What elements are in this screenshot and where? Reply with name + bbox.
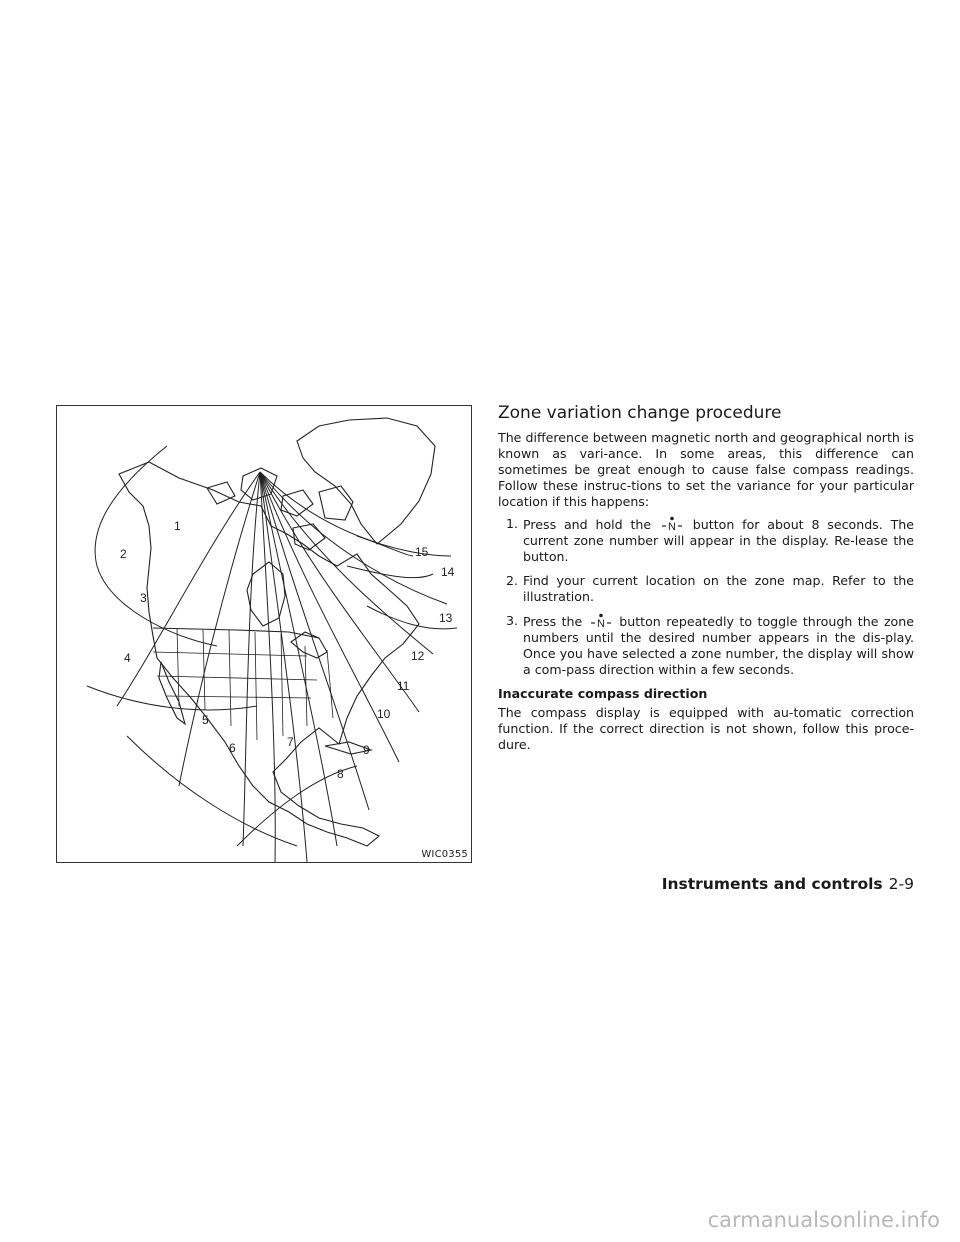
svg-text:N: N — [667, 521, 676, 532]
instructions-column — [498, 402, 914, 753]
zone-label-15: 15 — [415, 545, 429, 559]
zone-label-14: 14 — [441, 565, 455, 579]
zone-label-6: 6 — [229, 741, 236, 755]
zone-label-3: 3 — [140, 591, 147, 605]
page-number: 2-9 — [888, 875, 914, 893]
step-text-before: Press and hold the — [523, 517, 652, 532]
zone-label-10: 10 — [377, 707, 391, 721]
zone-label-8: 8 — [337, 767, 344, 781]
zone-label-7: 7 — [287, 735, 294, 749]
arctic-island-outline — [207, 482, 235, 504]
section-title: Zone variation change procedure — [498, 403, 782, 423]
step-item — [498, 516, 914, 565]
zone-label-5: 5 — [202, 713, 209, 727]
zone-label-12: 12 — [411, 649, 425, 663]
subtext-paragraph: The compass display is equipped with au-tomatic correction function. If the correct direction is not shown, follow this proce-dure. — [498, 705, 914, 752]
zone-label-13: 13 — [439, 611, 453, 625]
compass-n-icon — [661, 516, 683, 532]
step-text-after: button for about 8 seconds. The current zone number will appear in the display. Re-lease the button. — [523, 517, 914, 564]
compass-n-icon — [590, 613, 612, 629]
svg-text:N: N — [596, 618, 605, 629]
zone-map-figure — [56, 405, 472, 863]
step-text-before: Find your current location on the zone map. Refer to the illustration. — [523, 573, 914, 604]
step-text-before: Press the — [523, 614, 583, 629]
zone-map-illustration — [57, 406, 473, 864]
step-item — [498, 573, 914, 605]
footer-section-name: Instruments and controls — [661, 875, 883, 893]
figure-code: WIC0355 — [421, 849, 468, 860]
greenland-outline — [297, 418, 435, 544]
north-america-outline — [119, 462, 419, 846]
zone-label-9: 9 — [363, 743, 370, 757]
step-item — [498, 613, 914, 678]
arctic-island-outline — [319, 486, 353, 520]
zone-lines — [117, 472, 451, 862]
step-number: 2. — [506, 573, 519, 588]
page-footer — [662, 875, 914, 893]
step-number: 3. — [506, 613, 519, 628]
zone-label-11: 11 — [397, 679, 410, 693]
subheading: Inaccurate compass direction — [498, 686, 708, 701]
watermark: carmanualsonline.info — [707, 1208, 940, 1232]
step-text-after: button repeatedly to toggle through the zone numbers until the desired number appears in the dis-play. Once you have selected a zone number, the display will show a com-pass direction within a few seconds. — [523, 614, 914, 677]
zone-label-1: 1 — [174, 519, 181, 533]
state-lines — [153, 628, 333, 740]
step-number: 1. — [506, 516, 519, 531]
steps-list — [498, 516, 914, 678]
intro-paragraph: The difference between magnetic north and geographical north is known as vari-ance. In some areas, this difference can sometimes be great enough to cause false compass readings. Follow these instruc-tions to set the variance for your particular location if this happens: — [498, 430, 914, 509]
baja-outline — [159, 662, 185, 724]
zone-label-2: 2 — [120, 547, 127, 561]
zone-label-4: 4 — [124, 651, 131, 665]
